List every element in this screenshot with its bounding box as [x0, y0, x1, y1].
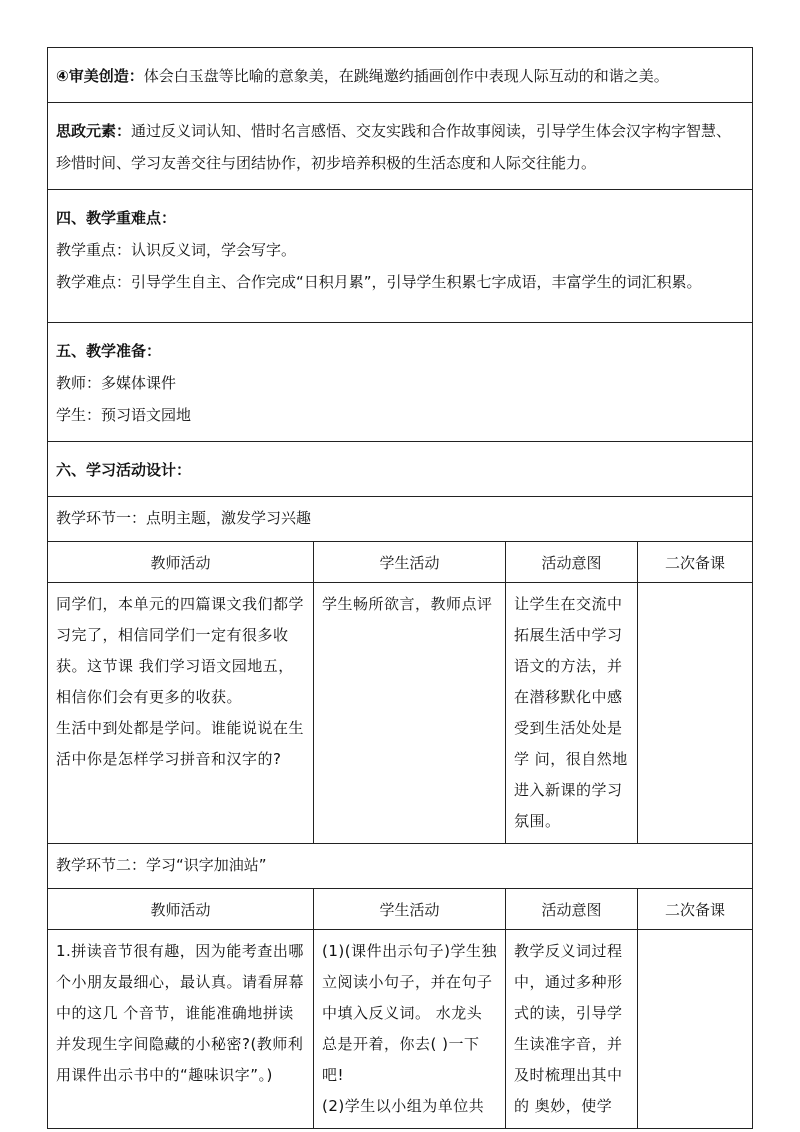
preparation-row — [48, 323, 753, 442]
ideology-section — [48, 103, 753, 190]
column-header-intent: 活动意图 — [506, 542, 638, 583]
aesthetic-label: ④审美创造： — [56, 67, 144, 85]
key-points-difficulty: 教学难点：引导学生自主、合作完成“日积月累”，引导学生积累七字成语，丰富学生的词汇积累。 — [56, 273, 702, 291]
link2-student-paragraph: (2)学生以小组为单位共 — [322, 1097, 485, 1115]
ideology-label: 思政元素： — [56, 122, 132, 140]
lesson-plan-table — [47, 47, 753, 1129]
preparation-heading: 五、教学准备： — [56, 342, 162, 360]
link1-intent-text: 让学生在交流中拓展生活中学习语文的方法，并在潜移默化中感受到生活处处是学 问，很自然地进入新课的学习氛围。 — [514, 595, 628, 830]
link2-notes-cell — [638, 930, 753, 1129]
key-points-focus: 教学重点：认识反义词，学会写字。 — [56, 241, 297, 259]
link1-title-row — [48, 497, 753, 542]
design-row — [48, 442, 753, 497]
aesthetic-section — [48, 48, 753, 103]
link1-student-cell — [314, 583, 506, 844]
link2-content-row — [48, 930, 753, 1129]
link2-title: 教学环节二：学习“识字加油站” — [48, 844, 753, 889]
aesthetic-text: 体会白玉盘等比喻的意象美，在跳绳邀约插画创作中表现人际互动的和谐之美。 — [143, 67, 669, 85]
column-header-teacher: 教师活动 — [48, 889, 314, 930]
column-header-student: 学生活动 — [314, 889, 506, 930]
column-header-notes: 二次备课 — [638, 889, 753, 930]
link2-teacher-paragraph: 1.拼读音节很有趣，因为能考查出哪个小朋友最细心，最认真。请看屏幕中的这几 个音节，谁能准确地拼读并发现生字间隐藏的小秘密?(教师利用课件出示书中的“趣味识字”。) — [56, 942, 305, 1084]
column-header-intent: 活动意图 — [506, 889, 638, 930]
link1-intent-cell — [506, 583, 638, 844]
link2-student-paragraph: (1)(课件出示句子)学生独立阅读小句子，并在句子中填入反义词。 水龙头总是开着，你去( )一下吧! — [322, 942, 497, 1084]
design-heading: 六、学习活动设计： — [56, 461, 192, 479]
link1-header-row — [48, 542, 753, 583]
preparation-section — [48, 323, 753, 442]
key-points-row — [48, 190, 753, 323]
design-section — [48, 442, 753, 497]
link2-title-row — [48, 844, 753, 889]
ideology-row — [48, 103, 753, 190]
link2-intent-cell — [506, 930, 638, 1129]
link1-teacher-cell — [48, 583, 314, 844]
link2-header-row — [48, 889, 753, 930]
lesson-plan-page — [47, 47, 752, 1129]
aesthetic-row — [48, 48, 753, 103]
link2-intent-text: 教学反义词过程中，通过多种形式的读，引导学生读准字音，并及时梳理出其中的 奥妙，使学 — [514, 942, 623, 1115]
ideology-text: 通过反义词认知、惜时名言感悟、交友实践和合作故事阅读，引导学生体会汉字构字智慧、珍惜时间、学习友善交往与团结协作，初步培养积极的生活态度和人际交往能力。 — [56, 122, 732, 172]
column-header-student: 学生活动 — [314, 542, 506, 583]
link1-teacher-paragraph: 生活中到处都是学问。谁能说说在生活中你是怎样学习拼音和汉字的? — [56, 719, 305, 768]
link1-content-row — [48, 583, 753, 844]
preparation-student: 学生：预习语文园地 — [56, 406, 192, 424]
key-points-section — [48, 190, 753, 323]
link1-notes-cell — [638, 583, 753, 844]
link1-title: 教学环节一：点明主题，激发学习兴趣 — [48, 497, 753, 542]
preparation-teacher: 教师：多媒体课件 — [56, 374, 177, 392]
link1-student-text: 学生畅所欲言，教师点评 — [322, 595, 493, 613]
link1-teacher-paragraph: 同学们，本单元的四篇课文我们都学习完了，相信同学们一定有很多收获。这节课 我们学习语文园地五，相信你们会有更多的收获。 — [56, 595, 305, 706]
key-points-heading: 四、教学重难点： — [56, 209, 177, 227]
link2-teacher-cell — [48, 930, 314, 1129]
column-header-teacher: 教师活动 — [48, 542, 314, 583]
column-header-notes: 二次备课 — [638, 542, 753, 583]
link2-student-cell — [314, 930, 506, 1129]
